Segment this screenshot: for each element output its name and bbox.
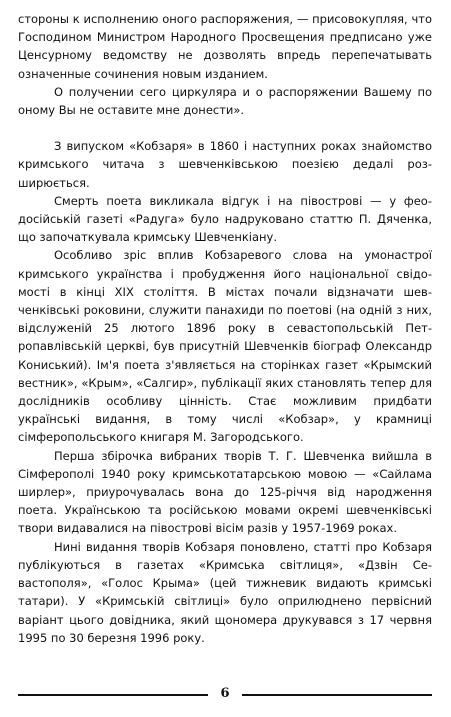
page-footer bbox=[18, 685, 432, 705]
paragraph-influence: Особливо зріс вплив Кобзаревого слова на умонастрої кримського українства і пробудження його національної свідомості в кінці XIX століття. В містах почали відзначати шевченківські роковини, служити панахиди по поетові (на одній з них, відслуженій 25 лютого 1896 року в севастопольській Петропавлівській церкві, був присутній Шевченків біограф Олександр Кониський). Ім'я поета з'являється на сторінках газет «Крымский вестник», «Крым», «Салгир», публікації яких становлять тепер для дослідників особливу цінність. Стає можливим придбати українські видання, в тому числі «Кобзар», у крамниці сімферопольського книгаря М. Загородського. bbox=[18, 248, 432, 445]
footer-rule-right bbox=[242, 694, 432, 696]
document-page bbox=[18, 10, 432, 647]
paragraph-first-collection: Перша збірочка вибраних творів Т. Г. Шевченка вийшла в Сімферополі 1940 року кримськотатарською мовою — «Сайлама ширлер», приурочувалась вона до 125-річчя від народження поета. Українською та російською мовами окремі шевченківські твори видавалися на півострові вісім разів у 1957-1969 роках. bbox=[18, 448, 432, 536]
paragraph-circular-closing: О получении сего циркуляра и о распоряжении Вашему по оному Вы не оставите мне донести». bbox=[18, 84, 432, 118]
paragraph-poet-death: Смерть поета викликала відгук і на півострові — у феодосійській газеті «Радуга» було надруковано статтю П. Дяченка, що започаткувала кримську Шевченкіану. bbox=[18, 193, 432, 245]
page-number: 6 bbox=[220, 686, 230, 701]
section-spacer bbox=[18, 119, 432, 137]
paragraph-modern-editions: Нині видання творів Кобзаря поновлено, статті про Кобзаря публікуються в газетах «Кримська світлиця», «Дзвін Севастополя», «Голос Крыма» (цей тижневик видають кримські татари). У «Кримській світлиці» було оприлюднено первісний варіант цього довідника, який щономера друкувався з 17 червня 1995 по 30 березня 1996 року. bbox=[18, 539, 432, 645]
paragraph-continuation: стороны к исполнению оного распоряжения, — присовокупляя, что Господином Министром Народного Просвещения предписано уже Ценсурному ведомству не дозволять впредь перепечатывать означенные сочинения новым изданием. bbox=[18, 12, 432, 81]
footer-rule-left bbox=[18, 694, 208, 696]
paragraph-kobzar-1860: З випуском «Кобзаря» в 1860 і наступних роках знайомство кримського читача з шевченківською поезією дедалі розширюється. bbox=[18, 139, 432, 190]
